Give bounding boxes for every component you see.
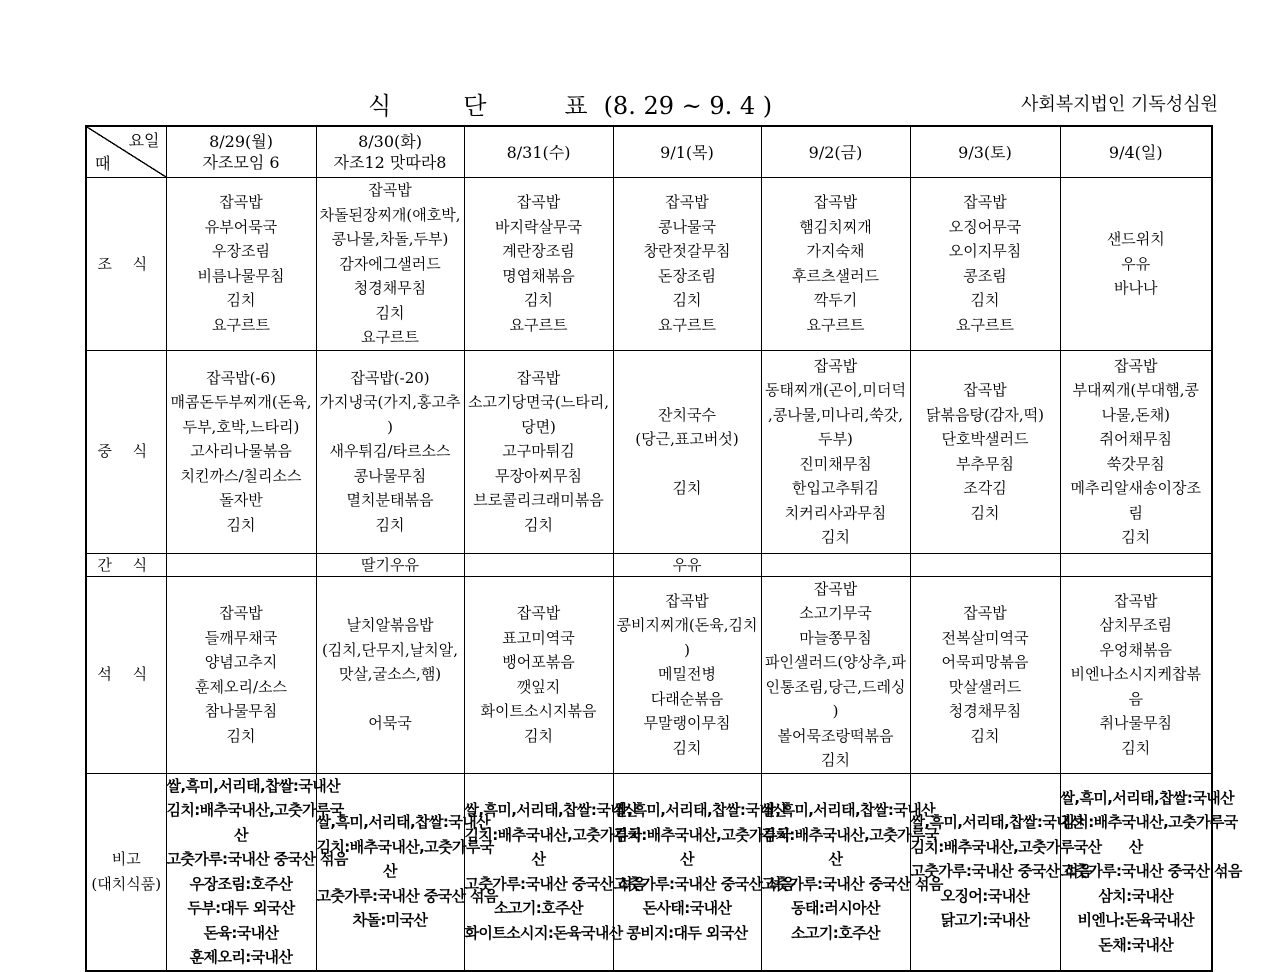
breakfast-row bbox=[86, 178, 1212, 351]
menu-item: 콩나물무침 bbox=[353, 466, 427, 485]
menu-item: 요구르트 bbox=[658, 315, 716, 334]
menu-item: 인통조림,당근,드레싱 bbox=[765, 677, 906, 696]
menu-item bbox=[614, 452, 761, 477]
menu-item: 김치 bbox=[821, 751, 850, 769]
menu-item: 잡곡밥 bbox=[1114, 591, 1158, 610]
menu-item: 동태찌개(곤이,미더덕 bbox=[764, 381, 907, 399]
menu-item: 부추무침 bbox=[956, 454, 1014, 473]
origin-note-line: 오징어:국내산 bbox=[940, 886, 1030, 905]
menu-item: 요구르트 bbox=[212, 315, 270, 334]
origin-note-line: 김치:배추국내산,고춧가루국 bbox=[316, 837, 494, 856]
breakfast-cell bbox=[464, 178, 613, 351]
origin-note-line: 고춧가루:국내산 중국산 섞음 bbox=[166, 850, 348, 868]
menu-item: 음 bbox=[1128, 689, 1143, 708]
dinner-row bbox=[86, 576, 1212, 773]
menu-item: 당면) bbox=[521, 417, 556, 436]
corner-time-label: 때 bbox=[95, 154, 111, 173]
menu-item: 창란젓갈무침 bbox=[643, 242, 731, 261]
menu-item: 딸기우유 bbox=[361, 555, 419, 574]
snack-cell bbox=[910, 553, 1060, 576]
snack-cell bbox=[613, 553, 761, 576]
snack-cell bbox=[316, 553, 464, 576]
menu-item: 쥐어채무침 bbox=[1099, 430, 1172, 448]
origin-note-line: 고춧가루:국내산 중국산 섞음 bbox=[910, 862, 1092, 881]
origin-note-line: 돈채:국내산 bbox=[1098, 935, 1174, 954]
dinner-cell bbox=[464, 576, 613, 773]
origin-note-line: 쌀,흑미,서리태,찹쌀:국내산 bbox=[910, 813, 1084, 832]
menu-item: 오징어무국 bbox=[948, 217, 1022, 236]
origin-note-line: 쌀,흑미,서리태,찹쌀:국내산 bbox=[761, 801, 935, 819]
menu-item: ) bbox=[832, 702, 839, 720]
origin-note-cell bbox=[166, 773, 348, 971]
menu-item: 메추리알새송이장조 bbox=[1070, 479, 1201, 497]
menu-item: 조각김 bbox=[963, 479, 1007, 497]
menu-item: 유부어묵국 bbox=[204, 217, 278, 236]
menu-item: 김치 bbox=[375, 515, 405, 534]
breakfast-cell bbox=[613, 178, 761, 351]
menu-item: ) bbox=[387, 417, 393, 436]
menu-item: 표고미역국 bbox=[502, 628, 575, 647]
menu-item: 잡곡밥 bbox=[516, 604, 561, 622]
menu-item: 들깨무채국 bbox=[204, 628, 278, 647]
origin-note-cell bbox=[761, 773, 943, 971]
origin-note-line: 김치:배추국내산,고춧가루국 bbox=[1060, 813, 1238, 832]
menu-item: 무말랭이무침 bbox=[643, 714, 731, 733]
snack-label: 간 식 bbox=[86, 553, 166, 576]
menu-item: 훈제오리/소스 bbox=[195, 677, 287, 696]
origin-note-line: 우장조림:호주산 bbox=[189, 874, 293, 893]
menu-item: 잡곡밥 bbox=[516, 193, 561, 212]
menu-item: 잔치국수 bbox=[658, 405, 716, 424]
origin-note-cell bbox=[464, 773, 646, 971]
origin-note-line: 고춧가루:국내산 중국산 섞음 bbox=[316, 886, 498, 905]
menu-item: 뱅어포볶음 bbox=[502, 653, 575, 671]
origin-note-line: 쌀,흑미,서리태,찹쌀:국내산 bbox=[166, 776, 340, 795]
origin-note-line: 두부:대두 외국산 bbox=[187, 899, 295, 917]
menu-item: 감자에그샐러드 bbox=[339, 254, 441, 273]
notes-label: 비고 (대치식품) bbox=[86, 773, 166, 971]
menu-item: 잡곡밥 bbox=[963, 193, 1007, 212]
menu-item: 소고기당면국(느타리, bbox=[467, 393, 610, 412]
menu-item: 마늘쫑무침 bbox=[799, 628, 872, 647]
menu-item: ) bbox=[684, 640, 690, 659]
dinner-cell bbox=[910, 576, 1060, 773]
menu-item: 샌드위치 bbox=[1106, 230, 1165, 248]
menu-item: 우유 bbox=[672, 555, 702, 574]
menu-item: 양념고추지 bbox=[204, 653, 278, 671]
menu-item: 깻잎지 bbox=[516, 677, 561, 696]
lunch-cell bbox=[910, 350, 1060, 553]
menu-item: 청경채무침 bbox=[948, 702, 1022, 720]
menu-item: 요구르트 bbox=[806, 315, 865, 334]
origin-note-line: 소고기:호주산 bbox=[494, 899, 583, 917]
menu-item: 김치 bbox=[672, 479, 702, 497]
notes-row bbox=[86, 773, 1212, 971]
menu-item: 비엔나소시지케찹볶 bbox=[1070, 665, 1201, 684]
menu-item: 잡곡밥 bbox=[665, 591, 709, 610]
menu-item: 고사리나물볶음 bbox=[190, 442, 292, 461]
breakfast-cell bbox=[910, 178, 1060, 351]
breakfast-label: 조 식 bbox=[86, 178, 166, 351]
menu-item: 바지락살무국 bbox=[495, 217, 582, 236]
menu-item: 계란장조림 bbox=[502, 242, 575, 261]
menu-item: 청경채무침 bbox=[353, 279, 427, 297]
origin-note-line: 소고기:호주산 bbox=[791, 923, 880, 942]
snack-row bbox=[86, 553, 1212, 576]
menu-item: 한입고추튀김 bbox=[792, 479, 879, 497]
menu-item: 두부,호박,느타리) bbox=[182, 417, 300, 436]
menu-item: 다래순볶음 bbox=[650, 689, 724, 708]
menu-item: 김치 bbox=[226, 291, 256, 310]
menu-item: 오이지무침 bbox=[948, 242, 1022, 261]
origin-note-line: 닭고기:국내산 bbox=[940, 911, 1030, 930]
lunch-cell bbox=[613, 350, 761, 553]
menu-item bbox=[317, 687, 464, 712]
menu-item: 소고기무국 bbox=[799, 604, 872, 622]
lunch-cell bbox=[464, 350, 613, 553]
origin-note-line: 삼치:국내산 bbox=[1098, 886, 1174, 905]
lunch-cell bbox=[316, 350, 464, 553]
lunch-row bbox=[86, 350, 1212, 553]
origin-note-line: 쌀,흑미,서리태,찹쌀:국내산 bbox=[464, 801, 638, 819]
menu-item: 매콤돈두부찌개(돈육, bbox=[170, 393, 312, 412]
menu-item: 무장아찌무침 bbox=[495, 466, 582, 485]
snack-cell bbox=[166, 553, 316, 576]
origin-note-line: 화이트소시지:돈육국내산 bbox=[464, 923, 623, 942]
menu-item: 깍두기 bbox=[813, 291, 858, 310]
menu-item: 잡곡밥 bbox=[516, 368, 561, 387]
origin-note-line: 돈육:국내산 bbox=[203, 923, 279, 942]
dinner-cell bbox=[1060, 576, 1212, 773]
menu-item: 우엉채볶음 bbox=[1099, 640, 1172, 659]
menu-item: 나물,돈채) bbox=[1101, 405, 1171, 424]
menu-item: 잡곡밥 bbox=[813, 193, 858, 212]
menu-item: 파인샐러드(양상추,파 bbox=[764, 653, 907, 671]
menu-item: 치킨까스/칠리소스 bbox=[180, 466, 302, 485]
origin-note-line: 고춧가루:국내산 중국산 섞음 bbox=[761, 874, 943, 893]
page-title bbox=[368, 86, 772, 121]
dinner-cell bbox=[166, 576, 316, 773]
menu-item: 콩조림 bbox=[963, 266, 1007, 285]
menu-item: 김치 bbox=[524, 726, 553, 745]
lunch-cell bbox=[1060, 350, 1212, 553]
menu-item: 잡곡밥(-20) bbox=[350, 368, 430, 387]
origin-note-line: 쌀,흑미,서리태,찹쌀:국내산 bbox=[613, 801, 787, 819]
menu-item: 차돌된장찌개(애호박, bbox=[319, 205, 461, 224]
lunch-label: 중 식 bbox=[86, 350, 166, 553]
menu-item: 날치알볶음밥 bbox=[346, 616, 434, 635]
menu-item: 맛살,굴소스,햄) bbox=[338, 665, 442, 684]
menu-item: 비름나물무침 bbox=[197, 266, 285, 285]
title-char-1: 식 bbox=[368, 92, 392, 120]
origin-note-line: 산 bbox=[383, 862, 397, 881]
menu-item: 부대찌개(부대햄,콩 bbox=[1072, 381, 1200, 399]
origin-note-line: 고춧가루:국내산 중국산 섞음 bbox=[613, 874, 795, 893]
menu-item: 돈장조림 bbox=[658, 266, 716, 285]
menu-item: 잡곡밥 bbox=[1114, 356, 1158, 375]
origin-note-line: 비엔나:돈육국내산 bbox=[1077, 911, 1195, 930]
origin-note-line: 김치:배추국내산,고춧가루국 bbox=[166, 801, 344, 819]
breakfast-cell bbox=[1060, 178, 1212, 351]
menu-item: 참나물무침 bbox=[204, 702, 278, 720]
menu-item: 잡곡밥 bbox=[813, 356, 858, 375]
menu-item: 화이트소시지볶음 bbox=[480, 702, 597, 720]
menu-item: 요구르트 bbox=[509, 315, 568, 334]
origin-note-line: 돈사태:국내산 bbox=[642, 899, 732, 917]
corner-day-label: 요일 bbox=[128, 131, 160, 150]
menu-item: ,콩나물,미나리,쑥갓, bbox=[768, 405, 903, 424]
breakfast-cell bbox=[761, 178, 910, 351]
lunch-cell bbox=[166, 350, 316, 553]
menu-item: 후르츠샐러드 bbox=[792, 266, 879, 285]
menu-item: 잡곡밥 bbox=[813, 579, 858, 598]
menu-item: 김치 bbox=[970, 726, 1000, 745]
menu-item: 어묵국 bbox=[368, 714, 412, 733]
menu-item: 맛살샐러드 bbox=[948, 677, 1022, 696]
menu-item: 김치 bbox=[226, 726, 256, 745]
origin-note-line: 김치:배추국내산,고춧가루국 bbox=[613, 825, 791, 844]
origin-note-line: 김치:배추국내산,고춧가루국산 bbox=[910, 837, 1102, 856]
organization-name: 사회복지법인 기독성심원 bbox=[1021, 94, 1218, 115]
menu-item: 바나나 bbox=[1114, 279, 1158, 297]
origin-note-line: 고춧가루:국내산 중국산 섞음 bbox=[464, 874, 646, 893]
menu-item: 콩나물국 bbox=[658, 217, 716, 236]
origin-note-line: 산 bbox=[531, 850, 546, 868]
breakfast-cell bbox=[166, 178, 316, 351]
menu-item: 고구마튀김 bbox=[502, 442, 575, 461]
menu-item: 잡곡밥 bbox=[219, 193, 263, 212]
origin-note-line: 김치:배추국내산,고춧가루국 bbox=[464, 825, 642, 844]
header-row bbox=[86, 126, 1212, 178]
day-header: 9/2(금) bbox=[761, 126, 910, 178]
dinner-label: 석 식 bbox=[86, 576, 166, 773]
menu-item: 림 bbox=[1128, 503, 1143, 522]
menu-item: 김치 bbox=[524, 291, 553, 310]
menu-item: 두부) bbox=[818, 430, 853, 448]
menu-item: 요구르트 bbox=[956, 315, 1014, 334]
dinner-cell bbox=[613, 576, 761, 773]
title-char-2: 단 bbox=[463, 92, 487, 120]
origin-note-line: 산 bbox=[234, 825, 248, 844]
snack-cell bbox=[1060, 553, 1212, 576]
menu-item: 김치 bbox=[524, 515, 553, 534]
menu-item: 김치 bbox=[226, 515, 256, 534]
origin-note-cell bbox=[613, 773, 795, 971]
menu-item: (김치,단무지,날치알, bbox=[321, 640, 459, 659]
menu-item: 전복살미역국 bbox=[941, 628, 1029, 647]
menu-item: 단호박샐러드 bbox=[941, 430, 1029, 448]
lunch-cell bbox=[761, 350, 910, 553]
menu-item: 우유 bbox=[1121, 254, 1151, 273]
menu-item: 치커리사과무침 bbox=[784, 503, 887, 522]
origin-note-line: 쌀,흑미,서리태,찹쌀:국내산 bbox=[316, 813, 490, 832]
menu-item: 돌자반 bbox=[219, 491, 263, 510]
menu-item: 김치 bbox=[672, 291, 702, 310]
title-date-range: (8. 29 ~ 9. 4 ) bbox=[603, 92, 773, 120]
corner-cell bbox=[86, 126, 166, 178]
menu-item: 멸치분태볶음 bbox=[346, 491, 434, 510]
origin-note-cell bbox=[1060, 773, 1242, 971]
origin-note-line: 훈제오리:국내산 bbox=[189, 948, 293, 966]
menu-item: 새우튀김/타르소스 bbox=[329, 442, 451, 461]
origin-note-line: 고춧가루:국내산 중국산 섞음 bbox=[1060, 862, 1242, 881]
menu-item: 잡곡밥 bbox=[963, 604, 1007, 622]
menu-item: 김치 bbox=[970, 503, 1000, 522]
menu-item: 잡곡밥(-6) bbox=[206, 368, 276, 387]
origin-note-line: 쌀,흑미,서리태,찹쌀:국내산 bbox=[1060, 788, 1234, 807]
menu-item: 김치 bbox=[375, 303, 405, 322]
day-header: 9/1(목) bbox=[613, 126, 761, 178]
menu-item: (당근,표고버섯) bbox=[635, 430, 739, 448]
origin-note-line: 콩비지:대두 외국산 bbox=[626, 923, 748, 942]
menu-item: 김치 bbox=[1121, 528, 1151, 546]
menu-item: 김치 bbox=[970, 291, 1000, 310]
menu-item: 어묵피망볶음 bbox=[941, 653, 1029, 671]
snack-cell bbox=[761, 553, 910, 576]
day-header: 8/29(월) 자조모임 6 bbox=[166, 126, 316, 178]
day-header: 8/31(수) bbox=[464, 126, 613, 178]
menu-item: 쑥갓무침 bbox=[1106, 454, 1165, 473]
menu-item: 취나물무침 bbox=[1099, 714, 1172, 733]
menu-item: 요구르트 bbox=[361, 328, 419, 346]
menu-item: 김치 bbox=[672, 738, 702, 757]
meal-plan-table bbox=[85, 125, 1242, 972]
menu-item: 명엽채볶음 bbox=[502, 266, 575, 285]
origin-note-line: 차돌:미국산 bbox=[352, 911, 428, 930]
menu-item: 가지숙채 bbox=[806, 242, 865, 261]
menu-item: 우장조림 bbox=[212, 242, 270, 261]
snack-cell bbox=[464, 553, 613, 576]
origin-note-line: 산 bbox=[828, 850, 843, 868]
menu-item: 콩나물,차돌,두부) bbox=[331, 230, 449, 248]
menu-item: 메밀전병 bbox=[658, 665, 716, 684]
menu-item: 브로콜리크래미볶음 bbox=[473, 491, 604, 510]
title-char-3: 표 bbox=[564, 92, 588, 120]
menu-item: 볼어묵조랑떡볶음 bbox=[777, 726, 894, 745]
day-header: 9/4(일) bbox=[1060, 126, 1212, 178]
menu-item: 김치 bbox=[821, 528, 850, 546]
menu-item: 잡곡밥 bbox=[368, 181, 412, 199]
dinner-cell bbox=[316, 576, 464, 773]
menu-item: 잡곡밥 bbox=[665, 193, 709, 212]
day-header: 8/30(화) 자조12 맛따라8 bbox=[316, 126, 464, 178]
origin-note-line: 김치:배추국내산,고춧가루국 bbox=[761, 825, 939, 844]
menu-item: 진미채무침 bbox=[799, 454, 872, 473]
menu-item: 잡곡밥 bbox=[219, 604, 263, 622]
breakfast-cell bbox=[316, 178, 464, 351]
menu-item: 닭볶음탕(감자,떡) bbox=[926, 405, 1044, 424]
dinner-cell bbox=[761, 576, 910, 773]
origin-note-line: 산 bbox=[680, 850, 694, 868]
menu-item: 가지냉국(가지,홍고추 bbox=[319, 393, 461, 412]
menu-item: 햄김치찌개 bbox=[799, 217, 872, 236]
menu-item: 삼치무조림 bbox=[1099, 616, 1172, 635]
menu-item: 콩비지찌개(돈육,김치 bbox=[616, 616, 758, 635]
day-header: 9/3(토) bbox=[910, 126, 1060, 178]
origin-note-line: 동태:러시아산 bbox=[791, 899, 880, 917]
menu-item: 잡곡밥 bbox=[963, 381, 1007, 399]
origin-note-line: 산 bbox=[1128, 837, 1143, 856]
menu-item: 김치 bbox=[1121, 738, 1151, 757]
